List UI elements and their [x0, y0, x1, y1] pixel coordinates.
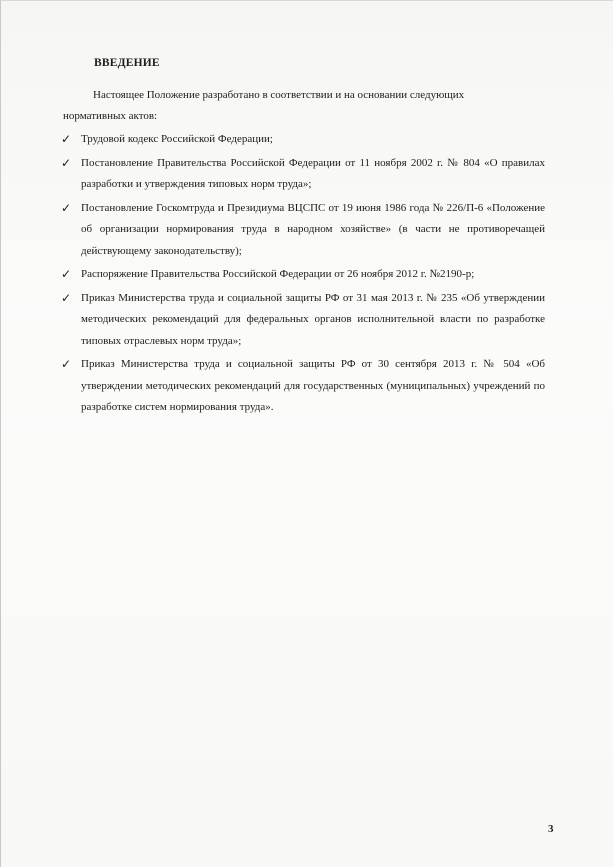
list-item [61, 264, 545, 286]
list-item [61, 198, 545, 263]
checkmark-icon: ✓ [61, 132, 72, 146]
checkmark-icon: ✓ [61, 267, 72, 281]
list-item-text: Постановление Правительства Российской Федерации от 11 ноября 2002 г. № 804 «О правилах разработки и утверждения типовых норм труда»; [81, 156, 545, 190]
list-item [61, 288, 545, 353]
list-item [61, 129, 545, 151]
intro-paragraph: Настоящее Положение разработано в соответствии и на основании следующих нормативных актов: [63, 89, 465, 122]
normative-acts-list [61, 129, 545, 421]
list-item [61, 354, 545, 419]
checkmark-icon: ✓ [61, 200, 72, 215]
list-item-text: Приказ Министерства труда и социальной защиты РФ от 30 сентября 2013 г. № 504 «Об утверждении методических рекомендаций для государственных (муниципальных) учреждений по разработке систем нормирования труда». [81, 358, 545, 413]
page-number: 3 [548, 823, 554, 835]
list-item-text: Распоряжение Правительства Российской Федерации от 26 ноября 2012 г. №2190-р; [81, 268, 475, 280]
list-item [61, 153, 545, 196]
section-heading: ВВЕДЕНИЕ [94, 57, 160, 69]
checkmark-icon: ✓ [61, 357, 72, 371]
list-item-text: Приказ Министерства труда и социальной защиты РФ от 31 мая 2013 г. № 235 «Об утверждении методических рекомендаций для федеральных органов исполнительной власти по разработке типовых отраслевых норм труда»; [81, 291, 545, 347]
list-item-text: Трудовой кодекс Российской Федерации; [81, 133, 273, 145]
checkmark-icon: ✓ [61, 155, 72, 170]
list-item-text: Постановление Госкомтруда и Президиума ВЦСПС от 19 июня 1986 года № 226/П-6 «Положение об организации нормирования труда в народном хозяйстве» (в части не противоречащей действующему законодательству); [81, 201, 545, 257]
checkmark-icon: ✓ [61, 290, 72, 305]
